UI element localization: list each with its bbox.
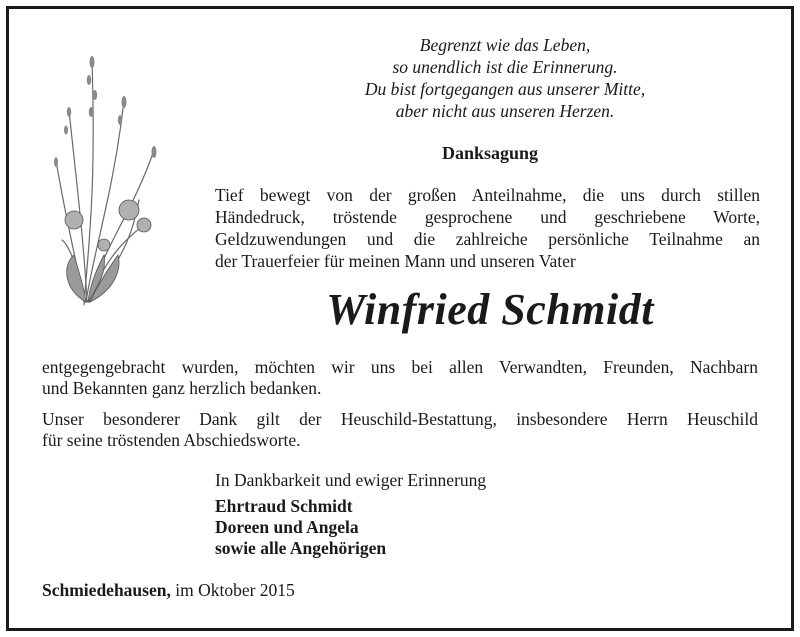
poem-line: aber nicht aus unseren Herzen. bbox=[395, 101, 615, 121]
poem-line: Begrenzt wie das Leben, bbox=[419, 35, 591, 55]
date: im Oktober 2015 bbox=[175, 580, 295, 600]
paragraph-line: für seine tröstenden Abschiedsworte. bbox=[42, 430, 301, 450]
poem-line: so unendlich ist die Erinnerung. bbox=[392, 57, 618, 77]
intro-line: Geldzuwendungen und die zahlreiche persönliche Teilnahme an bbox=[215, 229, 760, 249]
poem bbox=[300, 34, 710, 122]
grass-bouquet-illustration bbox=[44, 40, 204, 310]
intro-text bbox=[215, 184, 760, 272]
intro-line: Händedruck, tröstende gesprochene und geschriebene Worte, bbox=[215, 207, 760, 227]
thanks-paragraph bbox=[42, 357, 758, 399]
special-thanks-paragraph bbox=[42, 409, 758, 451]
intro-line: Tief bewegt von der großen Anteilnahme, die uns durch stillen bbox=[215, 185, 760, 205]
place: Schmiedehausen, bbox=[42, 580, 171, 600]
signer: Ehrtraud Schmidt bbox=[215, 496, 353, 516]
poem-line: Du bist fortgegangen aus unserer Mitte, bbox=[364, 79, 646, 99]
heading-danksagung: Danksagung bbox=[441, 143, 539, 163]
signers bbox=[215, 496, 386, 559]
closing-phrase: In Dankbarkeit und ewiger Erinnerung bbox=[215, 470, 487, 490]
paragraph-line: entgegengebracht wurden, möchten wir uns bei allen Verwandten, Freunden, Nachbarn bbox=[42, 357, 758, 377]
signer: Doreen und Angela bbox=[215, 517, 359, 537]
footer-place-date bbox=[42, 580, 295, 601]
paragraph-line: Unser besonderer Dank gilt der Heuschild-Bestattung, insbesondere Herrn Heuschild bbox=[42, 409, 758, 429]
signer: sowie alle Angehörigen bbox=[215, 538, 387, 558]
paragraph-line: und Bekannten ganz herzlich bedanken. bbox=[42, 378, 322, 398]
intro-line: der Trauerfeier für meinen Mann und unseren Vater bbox=[215, 251, 576, 271]
deceased-name: Winfried Schmidt bbox=[326, 285, 654, 334]
